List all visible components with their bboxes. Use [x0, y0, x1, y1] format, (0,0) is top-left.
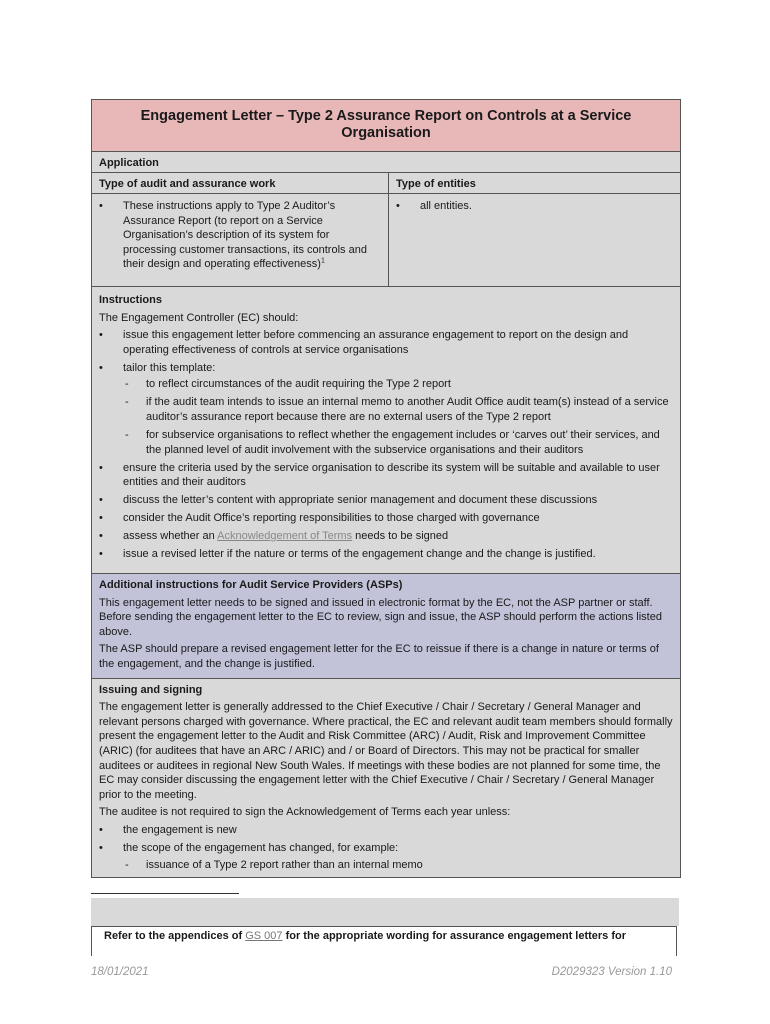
note-band: [91, 898, 679, 926]
audit-work-cell: [92, 194, 389, 286]
asp-section: [92, 574, 680, 678]
list-item: • issue this engagement letter before commencing an assurance engagement to report on the design and operating effectiveness of controls at service organisations: [99, 328, 673, 357]
engagement-letter-table: [91, 99, 681, 878]
issuing-heading: Issuing and signing: [99, 683, 203, 696]
entities-cell: [389, 194, 680, 286]
footer-version: D2029323 Version 1.10: [551, 966, 672, 978]
note-box: Refer to the appendices of GS 007 for the appropriate wording for assurance engagement letters for: [91, 926, 677, 956]
instructions-intro: The Engagement Controller (EC) should:: [99, 311, 299, 324]
list-item: • ensure the criteria used by the service organisation to describe its system will be suitable and available to user entities and their auditors: [99, 461, 673, 490]
list-item: • the scope of the engagement has changed, for example: - issuance of a Type 2 report rather than an internal memo: [99, 841, 673, 872]
application-body-row: [92, 194, 680, 287]
document-title: Engagement Letter – Type 2 Assurance Report on Controls at a Service Organisation: [92, 100, 680, 152]
list-item: • issue a revised letter if the nature or terms of the engagement change and the change is justified.: [99, 547, 673, 562]
list-item: • These instructions apply to Type 2 Auditor’s Assurance Report (to report on a Service Organisation’s description of its system for processing customer transactions, its controls and their design and operating effectiveness)$^1$: [99, 199, 381, 272]
footnote-separator: [91, 893, 239, 894]
acknowledgement-of-terms-link[interactable]: Acknowledgement of Terms: [217, 530, 353, 543]
asp-paragraph: This engagement letter needs to be signed and issued in electronic format by the EC, not the ASP partner or staff. Before sending the engagement letter to the EC to review, sign and issue, the ASP should perform the actions listed above.: [99, 596, 662, 638]
asp-paragraph: The ASP should prepare a revised engagement letter for the EC to reissue if there is a change in nature or terms of the engagement, and the change is justified.: [99, 643, 659, 670]
sub-list-item: - if the audit team intends to issue an internal memo to another Audit Office audit team(s) instead of a service auditor’s assurance report because there are no external users of the Type 2 report: [123, 395, 673, 424]
asp-heading: Additional instructions for Audit Service Providers (ASPs): [99, 579, 403, 592]
sub-list-item: - issuance of a Type 2 report rather than an internal memo: [123, 858, 673, 873]
list-item: • assess whether an Acknowledgement of Terms needs to be signed: [99, 529, 673, 544]
col-header-audit-work: Type of audit and assurance work: [92, 173, 389, 193]
list-item: • tailor this template: - to reflect circumstances of the audit requiring the Type 2 report - if the audit team intends to issue an internal memo to another Audit Office audit team(s) instead of a service auditor’s assurance report because there are no external users of the Type 2 report - for subservice organisations to reflect whether the engagement includes or ‘carves out’ their services, and the planned level of audit involvement with the subservice organisations and their auditors: [99, 361, 673, 457]
col-header-entities: Type of entities: [396, 178, 476, 190]
sub-list-item: - for subservice organisations to reflect whether the engagement includes or ‘carves out’ their services, and the planned level of audit involvement with the subservice organisations and their auditors: [123, 428, 673, 457]
issuing-section: [92, 679, 680, 878]
list-item: • all entities.: [396, 199, 673, 214]
footnote-mark: 1: [320, 257, 325, 265]
issuing-paragraph: The auditee is not required to sign the Acknowledgement of Terms each year unless:: [99, 806, 511, 819]
list-item: • the engagement is new: [99, 823, 673, 838]
instructions-section: [92, 287, 680, 573]
instructions-heading: Instructions: [99, 294, 162, 306]
issuing-paragraph: The engagement letter is generally addressed to the Chief Executive / Chair / Secretary / General Manager and relevant persons charged with governance. Where practical, the EC and relevant audit team members should formally present the engagement letter to the Audit and Risk Committee (ARC) / Audit, Risk and Improvement Committee (ARIC) (for auditees that have an ARC / ARIC) and / or Board of Directors. This may not be practical for smaller auditees or auditees in regional New South Wales. If meetings with these bodies are not planned for some time, the EC may consider discussing the engagement letter with the Chief Executive / Chair / Secretary / General Manager prior to the meeting.: [99, 701, 673, 801]
list-item: • consider the Audit Office’s reporting responsibilities to those charged with governance: [99, 511, 673, 526]
gs-007-link[interactable]: GS 007: [245, 930, 283, 942]
footer-date: 18/01/2021: [91, 966, 149, 978]
application-header-row: [92, 173, 680, 194]
application-heading: Application: [92, 152, 680, 173]
sub-list-item: - to reflect circumstances of the audit requiring the Type 2 report: [123, 377, 673, 392]
list-item: • discuss the letter’s content with appropriate senior management and document these discussions: [99, 493, 673, 508]
